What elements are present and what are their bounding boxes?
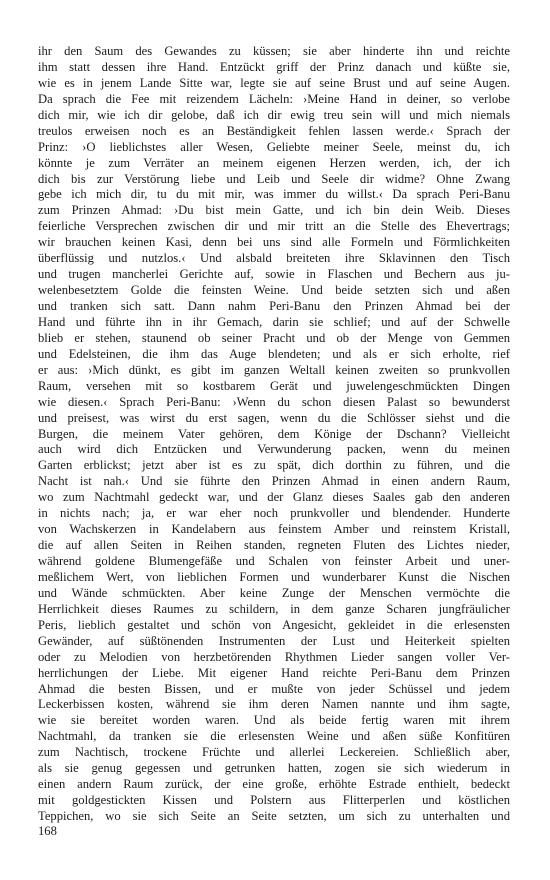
text-line: Prinz: ›O lieblichstes aller Wesen, Geliebte meiner Seele, meinst du, ich [38, 139, 510, 154]
text-line: und Wände schmückten. Aber keine Zunge der Menschen vermöchte die [38, 585, 510, 600]
text-line: und trugen mancherlei Gerichte auf, sowie in Flaschen und Bechern aus ju- [38, 267, 510, 282]
text-line: auch wird dich Entzücken und Verwunderung packen, wenn du meinen [38, 442, 510, 457]
text-line: gebe ich mich dir, tu du mit mir, was immer du willst.‹ Da sprach Peri-Banu [38, 187, 510, 202]
text-line: ihr den Saum des Gewandes zu küssen; sie aber hinderte ihn und reichte [38, 44, 510, 58]
text-line: Da sprach die Fee mit reizendem Lächeln: ›Meine Hand in deiner, so verlobe [38, 91, 510, 106]
text-line: meßlichem Wert, von lieblichen Formen und wunderbarer Kunst die Nischen [38, 569, 510, 584]
text-line: Gewänder, auf süßtönenden Instrumenten der Lust und Heiterkeit spielten [38, 633, 510, 648]
text-line: könnte je zum Verräter an meinem eigenen Herzen werden, ich, der ich [38, 155, 510, 170]
text-line: Herrlichkeit dieses Raumes zu schildern, in dem ganze Scharen jungfräulicher [38, 601, 510, 616]
text-line: wie sie bereitet worden waren. Und als beide fertig waren mit ihrem [38, 713, 510, 728]
page-number: 168 [38, 824, 57, 838]
text-line: feierliche Versprechen zwischen dir und mir tritt an die Stelle des Ehevertrags; [38, 219, 510, 234]
text-line: dich bis zur Verstörung liebe und Leib und Seele dir widme? Ohne Zwang [38, 171, 510, 186]
text-line: Peris, lieblich gestaltet und schön von Angesicht, gekleidet in die erlesensten [38, 617, 510, 632]
text-line: Burgen, die meinem Vater gehören, dem Könige der Dschann? Vielleicht [38, 426, 510, 441]
text-line: einen andern Raum zurück, der eine große, erhöhte Estrade enthielt, bedeckt [38, 777, 510, 792]
text-line: wo zum Nachtmahl gedeckt war, und der Glanz dieses Saales gab den anderen [38, 490, 510, 505]
text-line: blieb er stehen, staunend ob seiner Pracht und ob der Menge von Gemmen [38, 330, 510, 345]
text-line: Raum, versehen mit so kostbarem Gerät und juwelengeschmückten Dingen [38, 378, 510, 393]
text-line: Teppichen, wo sie sich Seite an Seite setzten, um sich zu unterhalten und [38, 809, 510, 823]
text-line: überflüssig und nutzlos.‹ Und alsbald breiteten ihre Sklavinnen den Tisch [38, 251, 510, 266]
text-line: Hand und führte ihn in ihr Gemach, darin sie schlief; und auf der Schwelle [38, 314, 510, 329]
text-line: mit goldgestickten Kissen und Polstern aus Flitterperlen und köstlichen [38, 793, 510, 808]
text-line: herrlichungen der Liebe. Mit eigener Hand reichte Peri-Banu dem Prinzen [38, 665, 510, 680]
text-line: Leckerbissen kosten, während sie ihm deren Namen nannte und ihm sagte, [38, 697, 510, 712]
text-line: Nacht ist nah.‹ Und sie führte den Prinzen Ahmad in einen andern Raum, [38, 474, 510, 489]
text-line: die auf allen Seiten in Reihen standen, regneten Fluten des Lichtes nieder, [38, 538, 510, 553]
text-line: und Edelsteinen, die ihm das Auge blendeten; und als er sich erholte, rief [38, 346, 510, 361]
text-line: er aus: ›Mich dünkt, es gibt im ganzen Weltall keinen zweiten so prunkvollen [38, 362, 510, 377]
text-line: Nachtmahl, da tranken sie die erlesensten Weine und aßen süße Konfitüren [38, 729, 510, 744]
text-line: während goldene Blumengefäße und Schalen von feinster Arbeit und uner- [38, 554, 510, 568]
text-line: Ahmad die besten Bissen, und er mußte von jeder Schüssel und jedem [38, 681, 510, 696]
text-line: Garten erblickst; jetzt aber ist es zu spät, dich dorthin zu führen, und die [38, 458, 510, 473]
text-line: als sie genug gegessen und getrunken hatten, zogen sie sich wiederum in [38, 761, 510, 776]
text-line: in nichts nach; ja, er war eher noch prunkvoller und blendender. Hunderte [38, 506, 510, 521]
text-line: wie es in jenem Lande Sitte war, legte sie auf seine Brust und auf seine Augen. [38, 75, 510, 90]
text-line: ihm statt dessen ihre Hand. Entzückt griff der Prinz danach und küßte sie, [38, 59, 510, 74]
text-line: von Wachskerzen in Kandelabern aus feinstem Amber und reinstem Kristall, [38, 522, 510, 537]
text-line: oder zu Melodien von herzbetörenden Rhythmen Lieder sangen voller Ver- [38, 649, 510, 664]
text-line: dich mir, wie ich dir gelobe, daß ich dir ewig treu sein will und mich niemals [38, 107, 510, 122]
text-line: und tranken sich satt. Dann nahm Peri-Banu den Prinzen Ahmad bei der [38, 299, 510, 313]
text-line: wie diesen.‹ Sprach Peri-Banu: ›Wenn du schon diesen Palast so bewunderst [38, 394, 510, 409]
text-line: wir brauchen keinen Kasi, denn bei uns sind alle Formeln und Förmlichkeiten [38, 235, 510, 250]
text-line: welenbesetztem Golde die feinsten Weine. Und beide setzten sich und aßen [38, 283, 510, 298]
text-line: zum Prinzen Ahmad: ›Du bist mein Gatte, und ich bin dein Weib. Dieses [38, 203, 510, 218]
body-text [38, 44, 510, 825]
text-line: und preisest, was wirst du erst sagen, wenn du die Schlösser siehst und die [38, 410, 510, 425]
text-line: treulos erweisen noch es an Beständigkeit fehlen lassen werde.‹ Sprach der [38, 123, 510, 138]
text-line: zum Nachtisch, trockene Früchte und allerlei Leckereien. Schließlich aber, [38, 745, 510, 760]
